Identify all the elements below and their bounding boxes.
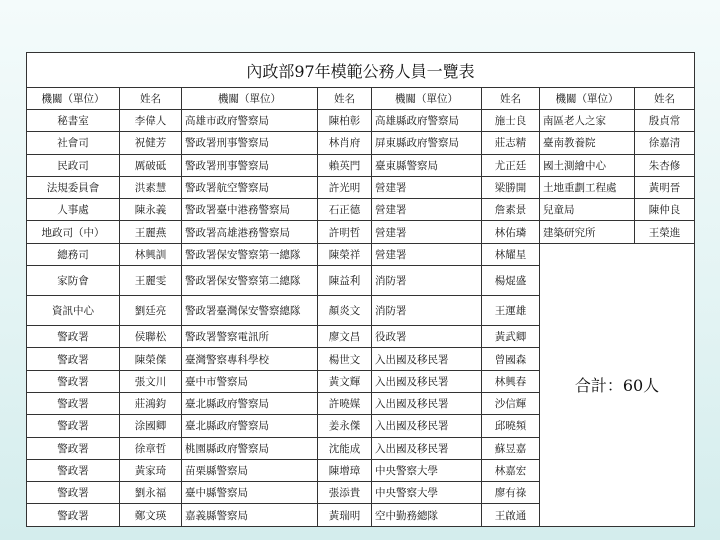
agency-cell: 警政署 xyxy=(27,482,120,504)
agency-cell: 警政署臺中港務警察局 xyxy=(182,199,318,221)
agency-cell: 警政署保安警察第一總隊 xyxy=(182,243,318,265)
agency-cell: 高雄縣政府警察局 xyxy=(372,110,482,132)
table-title-row xyxy=(27,53,695,88)
agency-cell: 警政署 xyxy=(27,370,120,392)
agency-cell: 總務司 xyxy=(27,243,120,265)
column-header-agency: 機關（單位） xyxy=(372,88,482,110)
person-name-cell: 侯聯松 xyxy=(120,326,182,348)
table-row xyxy=(27,221,695,243)
agency-cell: 警政署刑事警察局 xyxy=(182,132,318,154)
person-name-cell: 黃文輝 xyxy=(318,370,372,392)
agency-cell: 入出國及移民署 xyxy=(372,370,482,392)
person-name-cell: 林興訓 xyxy=(120,243,182,265)
person-name-cell: 祝健芳 xyxy=(120,132,182,154)
person-name-cell: 蘇昱嘉 xyxy=(482,437,540,459)
person-name-cell: 殷貞常 xyxy=(635,110,695,132)
agency-cell: 入出國及移民署 xyxy=(372,348,482,370)
person-name-cell: 賴英門 xyxy=(318,154,372,176)
agency-cell: 營建署 xyxy=(372,243,482,265)
person-name-cell: 姜永傑 xyxy=(318,415,372,437)
person-name-cell: 曾國森 xyxy=(482,348,540,370)
agency-cell: 營建署 xyxy=(372,221,482,243)
agency-cell: 警政署 xyxy=(27,415,120,437)
person-name-cell: 廖文昌 xyxy=(318,326,372,348)
agency-cell: 警政署 xyxy=(27,392,120,414)
agency-cell: 警政署臺灣保安警察總隊 xyxy=(182,296,318,326)
person-name-cell: 洪素慧 xyxy=(120,176,182,198)
table-row xyxy=(27,243,695,265)
column-header-agency: 機關（單位） xyxy=(182,88,318,110)
table-row xyxy=(27,110,695,132)
person-name-cell: 李偉人 xyxy=(120,110,182,132)
person-name-cell: 楊世文 xyxy=(318,348,372,370)
model-civil-servants-table xyxy=(26,52,695,527)
agency-cell: 警政署保安警察第二總隊 xyxy=(182,266,318,296)
table-row xyxy=(27,154,695,176)
agency-cell: 屏東縣政府警察局 xyxy=(372,132,482,154)
person-name-cell: 顏炎文 xyxy=(318,296,372,326)
agency-cell: 南區老人之家 xyxy=(540,110,635,132)
person-name-cell: 許曉媒 xyxy=(318,392,372,414)
person-name-cell: 陳榮傑 xyxy=(120,348,182,370)
agency-cell: 營建署 xyxy=(372,199,482,221)
agency-cell: 消防署 xyxy=(372,266,482,296)
person-name-cell: 詹素景 xyxy=(482,199,540,221)
agency-cell: 人事處 xyxy=(27,199,120,221)
person-name-cell: 徐章哲 xyxy=(120,437,182,459)
person-name-cell: 張文川 xyxy=(120,370,182,392)
agency-cell: 中央警察大學 xyxy=(372,459,482,481)
person-name-cell: 劉永福 xyxy=(120,482,182,504)
person-name-cell: 黃瑞明 xyxy=(318,504,372,526)
agency-cell: 桃園縣政府警察局 xyxy=(182,437,318,459)
agency-cell: 警政署 xyxy=(27,348,120,370)
person-name-cell: 施士良 xyxy=(482,110,540,132)
person-name-cell: 沙信輝 xyxy=(482,392,540,414)
agency-cell: 警政署 xyxy=(27,326,120,348)
agency-cell: 臺東縣警察局 xyxy=(372,154,482,176)
person-name-cell: 朱杏修 xyxy=(635,154,695,176)
agency-cell: 警政署刑事警察局 xyxy=(182,154,318,176)
agency-cell: 警政署高雄港務警察局 xyxy=(182,221,318,243)
person-name-cell: 陳永義 xyxy=(120,199,182,221)
table-row xyxy=(27,199,695,221)
person-name-cell: 陳益利 xyxy=(318,266,372,296)
person-name-cell: 楊焜盛 xyxy=(482,266,540,296)
person-name-cell: 徐嘉清 xyxy=(635,132,695,154)
agency-cell: 營建署 xyxy=(372,176,482,198)
agency-cell: 秘書室 xyxy=(27,110,120,132)
person-name-cell: 邱曉頻 xyxy=(482,415,540,437)
agency-cell: 兒童局 xyxy=(540,199,635,221)
person-name-cell: 鄭文瑛 xyxy=(120,504,182,526)
person-name-cell: 廖有祿 xyxy=(482,482,540,504)
agency-cell: 法規委員會 xyxy=(27,176,120,198)
column-header-name: 姓名 xyxy=(482,88,540,110)
column-header-agency: 機關（單位） xyxy=(540,88,635,110)
table-title: 內政部97年模範公務人員一覽表 xyxy=(27,53,695,88)
header-row xyxy=(27,88,695,110)
person-name-cell: 林耀星 xyxy=(482,243,540,265)
person-name-cell: 王運雄 xyxy=(482,296,540,326)
person-name-cell: 黃明晉 xyxy=(635,176,695,198)
agency-cell: 空中勤務總隊 xyxy=(372,504,482,526)
agency-cell: 國土測繪中心 xyxy=(540,154,635,176)
column-header-agency: 機關（單位） xyxy=(27,88,120,110)
person-name-cell: 黃武卿 xyxy=(482,326,540,348)
person-name-cell: 陳仲良 xyxy=(635,199,695,221)
agency-cell: 臺北縣政府警察局 xyxy=(182,392,318,414)
table-row xyxy=(27,176,695,198)
agency-cell: 資訊中心 xyxy=(27,296,120,326)
agency-cell: 警政署航空警察局 xyxy=(182,176,318,198)
table-row xyxy=(27,132,695,154)
agency-cell: 土地重劃工程處 xyxy=(540,176,635,198)
person-name-cell: 林興春 xyxy=(482,370,540,392)
agency-cell: 臺灣警察專科學校 xyxy=(182,348,318,370)
agency-cell: 入出國及移民署 xyxy=(372,392,482,414)
person-name-cell: 陳增璋 xyxy=(318,459,372,481)
person-name-cell: 陳柏彰 xyxy=(318,110,372,132)
agency-cell: 臺南教養院 xyxy=(540,132,635,154)
person-name-cell: 王榮進 xyxy=(635,221,695,243)
person-name-cell: 梁勝開 xyxy=(482,176,540,198)
agency-cell: 警政署 xyxy=(27,504,120,526)
agency-cell: 警政署 xyxy=(27,437,120,459)
agency-cell: 警政署警察電訊所 xyxy=(182,326,318,348)
agency-cell: 臺北縣政府警察局 xyxy=(182,415,318,437)
person-name-cell: 涂國卿 xyxy=(120,415,182,437)
agency-cell: 建築研究所 xyxy=(540,221,635,243)
agency-cell: 臺中縣警察局 xyxy=(182,482,318,504)
person-name-cell: 厲破砥 xyxy=(120,154,182,176)
agency-cell: 役政署 xyxy=(372,326,482,348)
agency-cell: 入出國及移民署 xyxy=(372,437,482,459)
agency-cell: 警政署 xyxy=(27,459,120,481)
agency-cell: 苗栗縣警察局 xyxy=(182,459,318,481)
person-name-cell: 王麗燕 xyxy=(120,221,182,243)
person-name-cell: 許光明 xyxy=(318,176,372,198)
person-name-cell: 王麗雯 xyxy=(120,266,182,296)
agency-cell: 高雄市政府警察局 xyxy=(182,110,318,132)
person-name-cell: 林嘉宏 xyxy=(482,459,540,481)
person-name-cell: 沈能成 xyxy=(318,437,372,459)
agency-cell: 中央警察大學 xyxy=(372,482,482,504)
agency-cell: 社會司 xyxy=(27,132,120,154)
column-header-name: 姓名 xyxy=(120,88,182,110)
column-header-name: 姓名 xyxy=(318,88,372,110)
person-name-cell: 石正德 xyxy=(318,199,372,221)
person-name-cell: 尤正廷 xyxy=(482,154,540,176)
agency-cell: 民政司 xyxy=(27,154,120,176)
agency-cell: 消防署 xyxy=(372,296,482,326)
person-name-cell: 林佑璘 xyxy=(482,221,540,243)
person-name-cell: 陳榮祥 xyxy=(318,243,372,265)
agency-cell: 嘉義縣警察局 xyxy=(182,504,318,526)
agency-cell: 家防會 xyxy=(27,266,120,296)
person-name-cell: 許明哲 xyxy=(318,221,372,243)
person-name-cell: 王啟通 xyxy=(482,504,540,526)
person-name-cell: 黃家琦 xyxy=(120,459,182,481)
column-header-name: 姓名 xyxy=(635,88,695,110)
agency-cell: 臺中市警察局 xyxy=(182,370,318,392)
person-name-cell: 劉廷亮 xyxy=(120,296,182,326)
person-name-cell: 張添貴 xyxy=(318,482,372,504)
person-name-cell: 莊志精 xyxy=(482,132,540,154)
person-name-cell: 林肖府 xyxy=(318,132,372,154)
total-count-cell: 合計：60人 xyxy=(540,243,695,526)
person-name-cell: 莊鴻鈞 xyxy=(120,392,182,414)
agency-cell: 地政司（中） xyxy=(27,221,120,243)
agency-cell: 入出國及移民署 xyxy=(372,415,482,437)
